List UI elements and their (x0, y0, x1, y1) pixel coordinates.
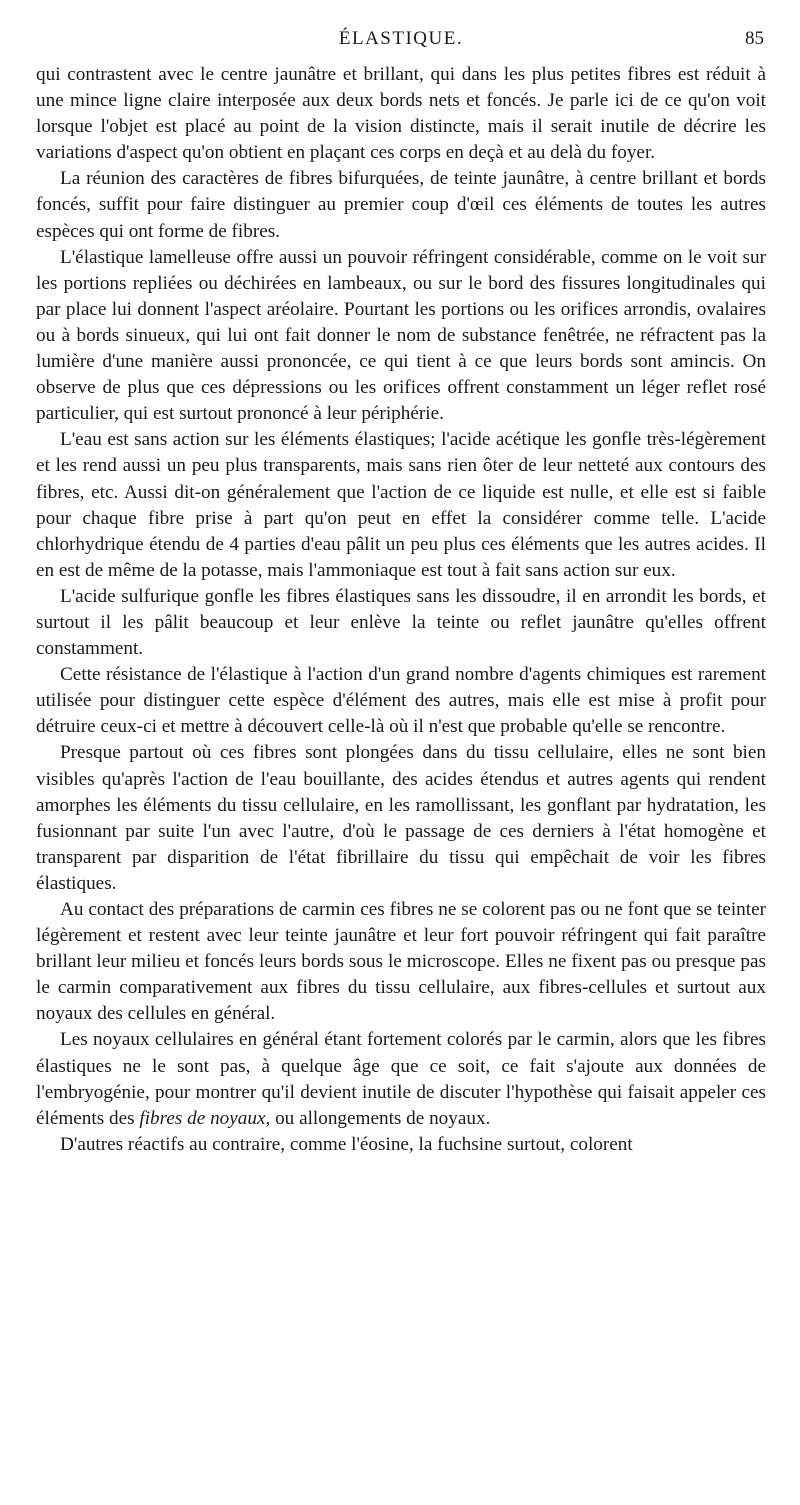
paragraph-text: Les noyaux cellulaires en général étant fortement colorés par le carmin, alors que les fibres élastiques ne le sont pas, à quelque âge que ce soit, ce fait s'ajoute aux données de l'embryogénie, pour montrer qu'il devient inutile de discuter l'hypothèse qui faisait appeler ces éléments des (36, 1029, 766, 1129)
paragraph: L'eau est sans action sur les éléments élastiques; l'acide acétique les gonfle très-légèrement et les rend aussi un peu plus transparents, mais sans rien ôter de leur netteté aux contours des fibres, etc. Aussi dit-on généralement que l'action de ce liquide est nulle, et elle est si faible pour chaque fibre prise à part qu'on peut en effet la considérer comme telle. L'acide chlorhydrique étendu de 4 parties d'eau pâlit un peu plus ces éléments que les autres acides. Il en est de même de la potasse, mais l'ammoniaque est tout à fait sans action sur eux. (36, 429, 766, 581)
paragraph (36, 1027, 766, 1131)
paragraph: qui contrastent avec le centre jaunâtre et brillant, qui dans les plus petites fibres est réduit à une mince ligne claire interposée aux deux bords nets et foncés. Je parle ici de ce qu'on voit lorsque l'objet est placé au point de la vision distincte, mais il serait inutile de décrire les variations d'aspect qu'on obtient en plaçant ces corps en deçà et au delà du foyer. (36, 64, 766, 164)
italic-term: fibres de noyaux, (139, 1107, 271, 1129)
running-title: ÉLASTIQUE. (338, 28, 464, 49)
paragraph: Presque partout où ces fibres sont plongées dans du tissu cellulaire, elles ne sont bien visibles qu'après l'action de l'eau bouillante, des acides étendus et autres agents qui rendent amorphes les éléments du tissu cellulaire, en les ramollissant, les gonflant par hydratation, les fusionnant par suite l'un avec l'autre, d'où le passage de ces derniers à l'état homogène et transparent par disparition de l'état fibrillaire du tissu qui empêchait de voir les fibres élastiques. (36, 742, 766, 894)
page-number: 85 (745, 28, 764, 49)
paragraph: L'acide sulfurique gonfle les fibres élastiques sans les dissoudre, il en arrondit les bords, et surtout il les pâlit beaucoup et leur enlève la teinte ou reflet jaunâtre qu'elles offrent constamment. (36, 585, 766, 660)
running-head (36, 28, 766, 58)
paragraph: L'élastique lamelleuse offre aussi un pouvoir réfringent considérable, comme on le voit sur les portions repliées ou déchirées en lambeaux, ou sur le bord des fissures longitudinales qui par place lui donnent l'aspect aréolaire. Pourtant les portions ou les orifices arrondis, ovalaires ou à bords sinueux, qui lui ont fait donner le nom de substance fenêtrée, ne réfractent pas la lumière d'une manière aussi prononcée, ce qui tient à ce que leurs bords sont amincis. On observe de plus que ces dépressions ou les orifices offrent constamment un léger reflet rosé particulier, qui est surtout prononcé à leur périphérie. (36, 246, 766, 425)
paragraph: D'autres réactifs au contraire, comme l'éosine, la fuchsine surtout, colorent (60, 1133, 633, 1155)
paragraph: La réunion des caractères de fibres bifurquées, de teinte jaunâtre, à centre brillant et bords foncés, suffit pour faire distinguer au premier coup d'œil ces éléments de toutes les autres espèces qui ont forme de fibres. (36, 168, 766, 242)
paragraph-text: ou allongements de noyaux. (270, 1107, 491, 1129)
paragraph: Cette résistance de l'élastique à l'action d'un grand nombre d'agents chimiques est rarement utilisée pour distinguer cette espèce d'élément des autres, mais elle est mise à profit pour détruire ceux-ci et mettre à découvert celle-là où il n'est que probable qu'elle se rencontre. (36, 664, 766, 738)
body-text (36, 62, 766, 1158)
paragraph: Au contact des préparations de carmin ces fibres ne se colorent pas ou ne font que se teinter légèrement et restent avec leur teinte jaunâtre et leur fort pouvoir réfringent qui fait paraître brillant leur milieu et foncés leurs bords sous le microscope. Elles ne fixent pas ou presque pas le carmin comparativement aux fibres du tissu cellulaire, aux fibres-cellules et surtout aux noyaux des cellules en général. (36, 899, 766, 1025)
